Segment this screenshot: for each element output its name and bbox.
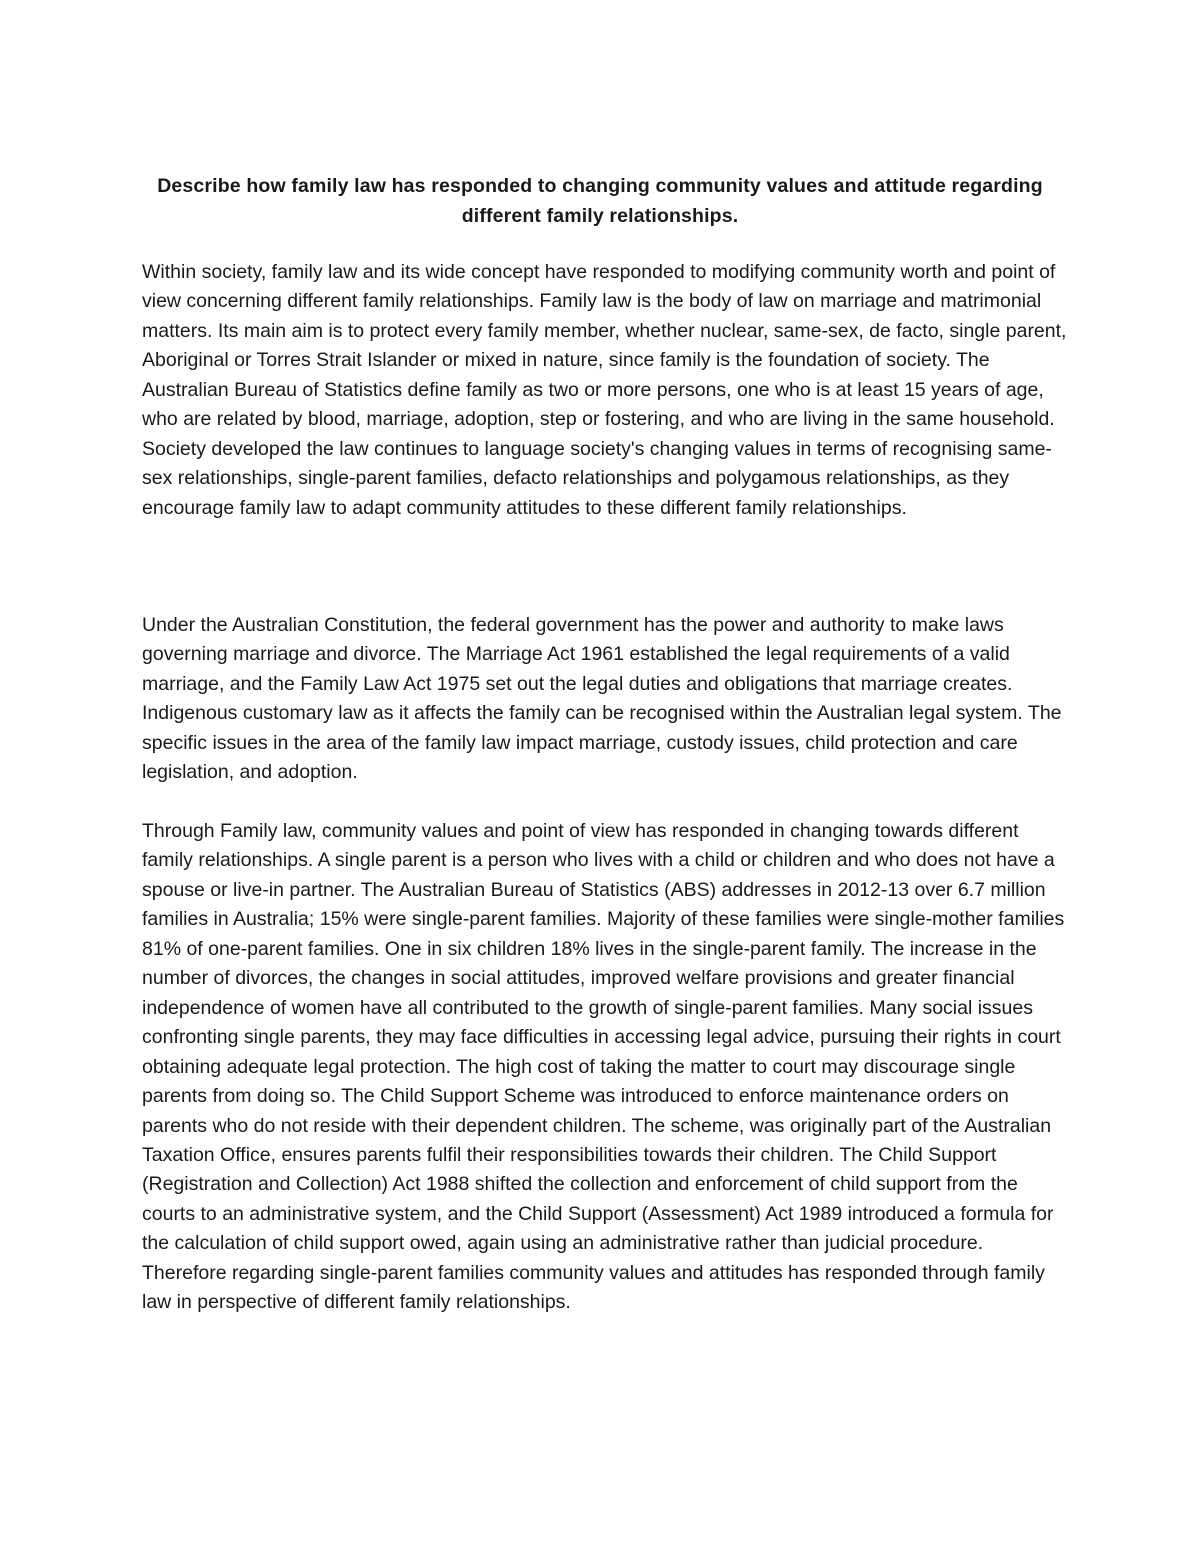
paragraph-constitution: Under the Australian Constitution, the federal government has the power and authority to make laws governing marriage and divorce. The Marriage Act 1961 established the legal requirements of a valid marriage, and the Family Law Act 1975 set out the legal duties and obligations that marriage creates. Indigenous customary law as it affects the family can be recognised within the Australian legal system. The specific issues in the area of the family law impact marriage, custody issues, child protection and care legislation, and adoption. [142, 614, 1062, 784]
paragraph-single-parent: Through Family law, community values and point of view has responded in changing towards different family relationships. A single parent is a person who lives with a child or children and who does not have a spouse or live-in partner. The Australian Bureau of Statistics (ABS) addresses in 2012-13 over 6.7 million families in Australia; 15% were single-parent families. Majority of these families were single-mother families 81% of one-parent families. One in six children 18% lives in the single-parent family. The increase in the number of divorces, the changes in social attitudes, improved welfare provisions and greater financial independence of women have all contributed to the growth of single-parent families. Many social issues confronting single parents, they may face difficulties in accessing legal advice, pursuing their rights in court obtaining adequate legal protection. The high cost of taking the matter to court may discourage single parents from doing so. The Child Support Scheme was introduced to enforce maintenance orders on parents who do not reside with their dependent children. The scheme, was originally part of the Australian Taxation Office, ensures parents fulfil their responsibilities towards their children. The Child Support (Registration and Collection) Act 1988 shifted the collection and enforcement of child support from the courts to an administrative system, and the Child Support (Assessment) Act 1989 introduced a formula for the calculation of child support owed, again using an administrative rather than judicial procedure. Therefore regarding single-parent families community values and attitudes has responded through family law in perspective of different family relationships. [142, 820, 1065, 1314]
document-title: Describe how family law has responded to changing community values and attitude regarding different family relationships. [157, 175, 1043, 227]
paragraph-intro: Within society, family law and its wide concept have responded to modifying community worth and point of view concerning different family relationships. Family law is the body of law on marriage and matrimonial matters. Its main aim is to protect every family member, whether nuclear, same-sex, de facto, single parent, Aboriginal or Torres Strait Islander or mixed in nature, since family is the foundation of society. The Australian Bureau of Statistics define family as two or more persons, one who is at least 15 years of age, who are related by blood, marriage, adoption, step or fostering, and who are living in the same household. Society developed the law continues to language society's changing values in terms of recognising same-sex relationships, single-parent families, defacto relationships and polygamous relationships, as they encourage family law to adapt community attitudes to these different family relationships. [142, 261, 1067, 519]
